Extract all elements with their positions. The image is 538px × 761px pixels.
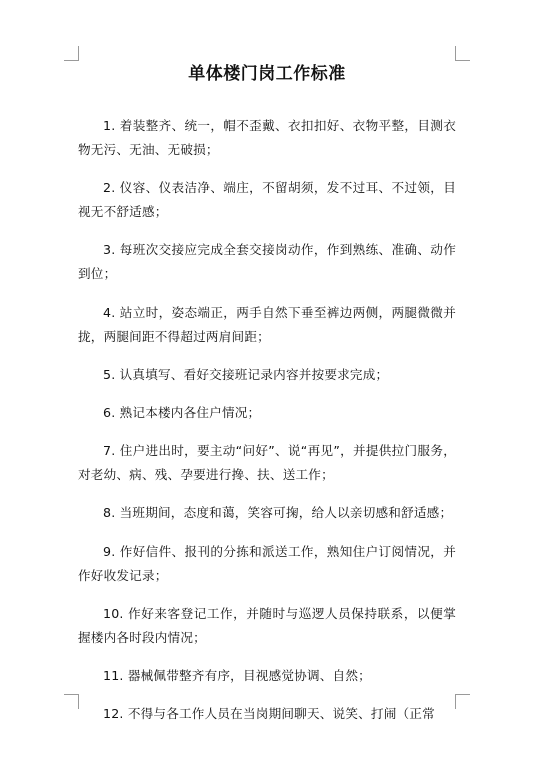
paragraph-10: 10. 作好来客登记工作，并随时与巡逻人员保持联系，以便掌握楼内各时段内情况； <box>78 605 456 645</box>
paragraph-4: 4. 站立时，姿态端正，两手自然下垂至裤边两侧，两腿微微并拢，两腿间距不得超过两肩间距； <box>78 304 456 344</box>
paragraph-11: 11. 器械佩带整齐有序，目视感觉协调、自然； <box>103 667 371 683</box>
document-title: 单体楼门岗工作标准 <box>188 64 346 84</box>
paragraph-5: 5. 认真填写、看好交接班记录内容并按要求完成； <box>103 366 389 382</box>
paragraph-9: 9. 作好信件、报刊的分拣和派送工作，熟知住户订阅情况，并作好收发记录； <box>78 543 456 583</box>
paragraph-2: 2. 仪容、仪表洁净、端庄，不留胡须，发不过耳、不过领，目视无不舒适感； <box>78 180 456 220</box>
paragraph-12: 12. 不得与各工作人员在当岗期间聊天、说笑、打闹（正常 <box>103 706 435 722</box>
margin-corner-mark-top-right <box>455 46 470 61</box>
paragraph-8: 8. 当班期间，态度和蔼，笑容可掬，给人以亲切感和舒适感； <box>103 505 453 521</box>
paragraph-7: 7. 住户进出时，要主动“问好”、说“再见”，并提供拉门服务，对老幼、病、残、孕要进行搀、扶、送工作； <box>78 443 456 483</box>
margin-corner-mark-bottom-right <box>455 694 470 709</box>
document-body <box>78 114 456 740</box>
margin-corner-mark-top-left <box>64 46 79 61</box>
margin-corner-mark-bottom-left <box>64 694 79 709</box>
paragraph-1: 1. 着装整齐、统一，帽不歪戴、衣扣扣好、衣物平整，目测衣物无污、无油、无破损； <box>78 118 456 157</box>
paragraph-3: 3. 每班次交接应完成全套交接岗动作，作到熟练、准确、动作到位； <box>78 242 456 282</box>
paragraph-6: 6. 熟记本楼内各住户情况； <box>103 404 261 420</box>
